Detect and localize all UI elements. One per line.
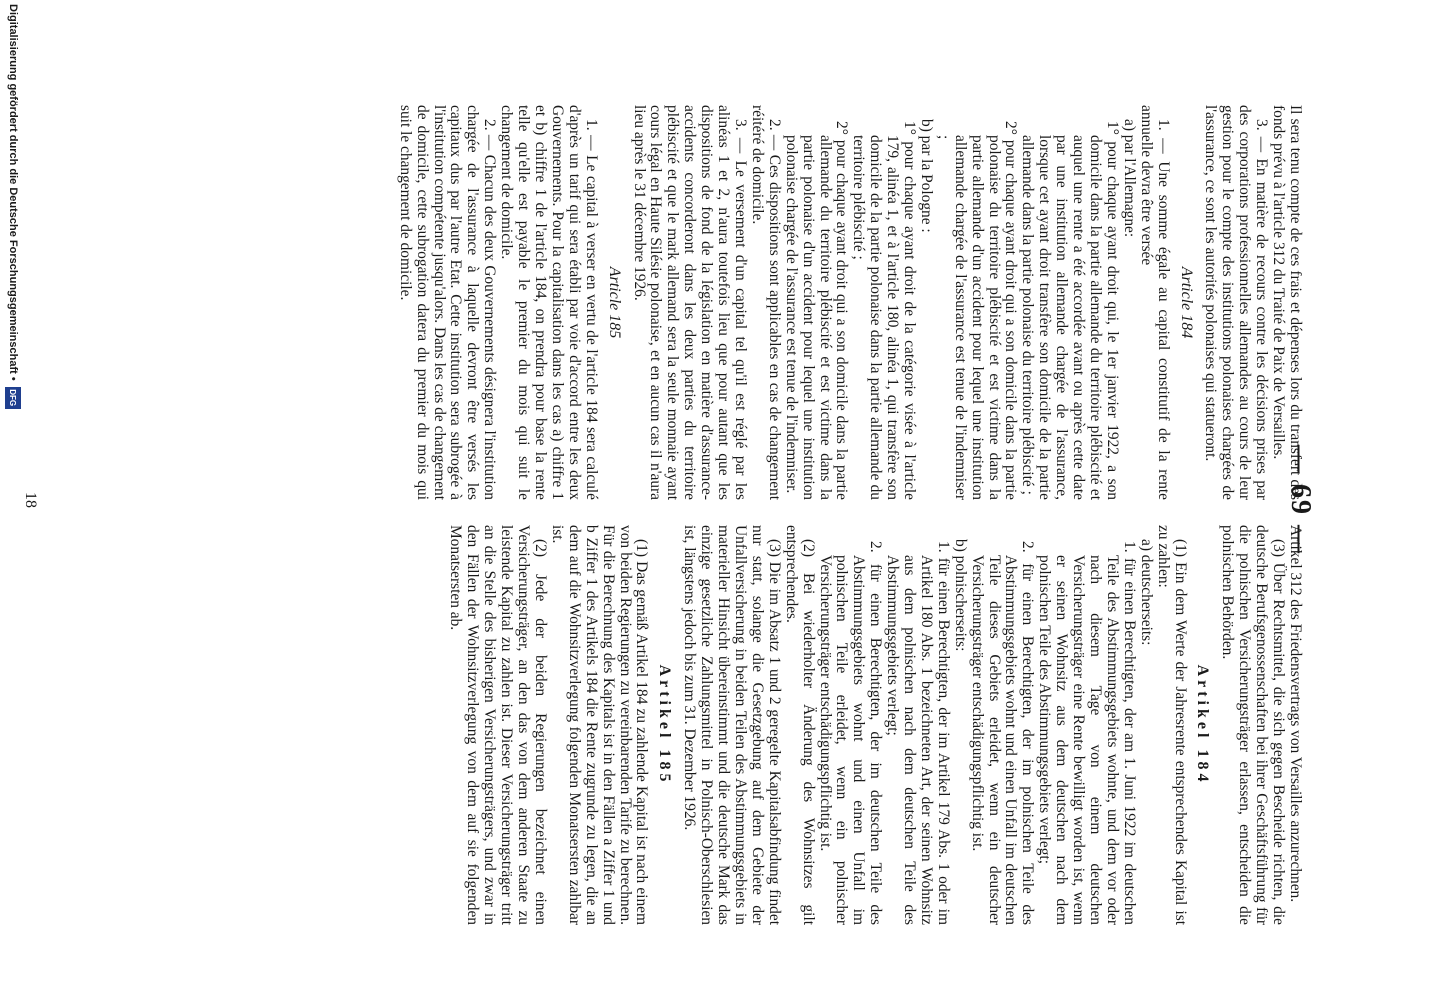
german-paragraph: (1) Das gemäß Artikel 184 zu zahlende Kapital ist nach einem von beiden Regierungen zu vereinbarenden Tarife zu berechnen. Für die Berechnung des Kapitals ist in den Fällen a Ziffer 1 und b Ziffer 1 des Artikels 184 die Rente zugrunde zu legen, die an dem auf die Wohnsitzverlegung folgenden Monatsersten zahlbar ist. — [548, 525, 651, 925]
german-article-heading: Artikel 185 — [656, 664, 674, 786]
page-number: — 69 — — [1285, 445, 1316, 555]
footer-text: Digitalisierung gefördert durch die Deutsche Forschungsgemeinschaft • — [7, 4, 19, 381]
digitization-footer — [0, 0, 26, 1004]
french-paragraph: 1. — Une somme égale au capital constitutif de la rente annuelle devra être versée — [1137, 105, 1172, 500]
french-paragraph: 2. — Ces dispositions sont applicables en cas de changement réitéré de domicile. — [748, 105, 783, 500]
french-list-heading: a) par l'Allemagne: — [1120, 119, 1138, 238]
french-list-item: 1° pour chaque ayant droit qui, le 1er janvier 1922, a son domicile dans la partie allemande du territoire plébiscité et auquel une rente a été accordée avant ou après cette date par une institution allemande chargée de l'assurance, lorsque cet ayant droit transfère son domicile de la partie allemande dans la partie polonaise du territoire plébiscité ; — [1019, 121, 1121, 500]
french-paragraph: 3. — Le versement d'un capital tel qu'il est réglé par les alinéas 1 et 2, n'aura toutefois lieu que pour autant que les dispositions de fond de la législation en matière d'assurance-accidents concorderont dans les deux parties du territoire plébiscité et que le mark allemand sera la seule monnaie ayant cours légal en Haute Silésie polonaise, et en aucun cas il n'aura lieu après le 31 décembre 1926. — [630, 105, 749, 500]
german-list-item: 1. für einen Berechtigten, der im Artikel 179 Abs. 1 oder im Artikel 180 Abs. 1 bezeichneten Art, der seinen Wohnsitz aus dem polnischen nach dem deutschen Teile des Abstimmungsgebiets verlegt; — [884, 541, 952, 925]
french-list-item: 2° pour chaque ayant droit qui a son domicile dans la partie polonaise du territoire plébiscité et est victime dans la partie allemande d'un accident pour lequel une institution allemande chargée de l'assurance est tenue de l'indemniser ; — [934, 121, 1020, 500]
german-list-item: 2. für einen Berechtigten, der im polnischen Teile des Abstimmungsgebiets wohnt und einen Unfall im deutschen Teile dieses Gebiets erleidet, wenn ein deutscher Versicherungsträger entschädigungspflichtig ist. — [968, 541, 1037, 925]
german-paragraph: (3) Über Rechtsmittel, die sich gegen Bescheide richten, die deutsche Berufsgenossenschaften bei ihrer Geschäftsführung für die polnischen Versicherungsträger erlassen, entscheiden die polnischen Behörden. — [1219, 525, 1288, 925]
folio-number: 18 — [22, 492, 39, 508]
german-paragraph: (1) Ein dem Werte der Jahresrente entsprechendes Kapital ist zu zahlen: — [1154, 525, 1189, 925]
french-column — [396, 105, 1303, 500]
french-paragraph: 3. — En matière de recours contre les décisions prises par des corporations professionnelles allemandes au cours de leur gestion pour le compte des institutions polonaises chargées de l'assurance, ce sont les autorités polonaises qui statueront. — [1202, 105, 1271, 500]
french-list-heading: b) par la Pologne : — [917, 119, 935, 233]
german-list-heading: a) deutscherseits: — [1137, 539, 1155, 646]
german-column — [447, 525, 1303, 925]
french-paragraph: 2. — Chacun des deux Gouvernements désignera l'institution chargée de l'assurance à laquelle devront être versés les capitaux dus par l'autre Etat. Cette institution sera subrogée à l'institution compétente jusqu'alors. Dans les cas de changement de domicile, cette subrogation datera du premier du mois qui suit le changement de domicile. — [396, 105, 499, 500]
french-paragraph: 1. — Le capital à verser en vertu de l'article 184 sera calculé d'après un tarif qui sera établi par voie d'accord entre les deux Gouvernements. Pour la capitalisation dans les cas a) chiffre 1 et b) chiffre 1 de l'article 184, on prendra pour base la rente telle qu'elle est payable le premier du mois qui suit le changement de domicile. — [498, 105, 600, 500]
dfg-logo-icon: DFG — [5, 387, 21, 409]
german-paragraph: Artikel 312 des Friedensvertrags von Versailles anzurechnen. — [1287, 525, 1304, 903]
french-article-heading: Article 185 — [605, 266, 623, 339]
french-article-heading: Article 184 — [1177, 266, 1195, 339]
german-list-item: 1. für einen Berechtigten, der am 1. Juni 1922 im deutschen Teile des Abstimmungsgebiets wohnte, und dem vor oder nach diesem Tage von einem deutschen Versicherungsträger eine Rente bewilligt worden ist, wenn er seinen Wohnsitz aus dem deutschen nach dem polnischen Teile des Abstimmungsgebiets verlegt; — [1036, 541, 1138, 925]
german-list-heading: b) polnischerseits: — [951, 539, 969, 652]
german-paragraph: (2) Jede der beiden Regierungen bezeichnet einen Versicherungsträger, an den das von dem anderen Staate zu leistende Kapital zu zahlen ist. Dieser Versicherungsträger tritt an die Stelle des bisherigen Versicherungsträgers, und zwar in den Fällen der Wohnsitzverlegung von dem auf sie folgenden Monatsersten ab. — [447, 525, 550, 925]
french-paragraph: Il sera tenu compte de ces frais et dépenses lors du transfert des fonds prévu à l'article 312 du Traité de Paix de Versailles. — [1270, 105, 1304, 500]
german-article-heading: Artikel 184 — [1194, 664, 1212, 786]
french-list-item: 2° pour chaque ayant droit qui a son domicile dans la partie allemande du territoire plébiscité et est victime dans la partie polonaise d'un accident pour lequel une institution polonaise chargée de l'assurance est tenue de l'indemniser. — [782, 121, 851, 500]
french-list-item: 1° pour chaque ayant droit de la catégorie visée à l'article 179, alinéa 1, et à l'article 180, alinéa 1, qui transfère son domicile de la partie polonaise dans la partie allemande du territoire plébiscité ; — [850, 121, 919, 500]
german-paragraph: (3) Die im Absatz 1 und 2 geregelte Kapitalsabfindung findet nur statt, solange die Gesetzgebung auf dem Gebiete der Unfallversicherung in beiden Teilen des Abstimmungsgebiets in materieller Hinsicht übereinstimmt und die deutsche Mark das einzige gesetzliche Zahlungsmittel in Polnisch-Oberschlesien ist, längstens jedoch bis zum 31. Dezember 1926. — [681, 525, 783, 925]
german-list-item: 2. für einen Berechtigten, der im deutschen Teile des Abstimmungsgebiets wohnt und einen Unfall im polnischen Teile erleidet, wenn ein polnischer Versicherungsträger entschädigungspflichtig ist. — [816, 541, 885, 925]
german-paragraph: (2) Bei wiederholter Änderung des Wohnsitzes gilt entsprechendes. — [782, 525, 817, 925]
